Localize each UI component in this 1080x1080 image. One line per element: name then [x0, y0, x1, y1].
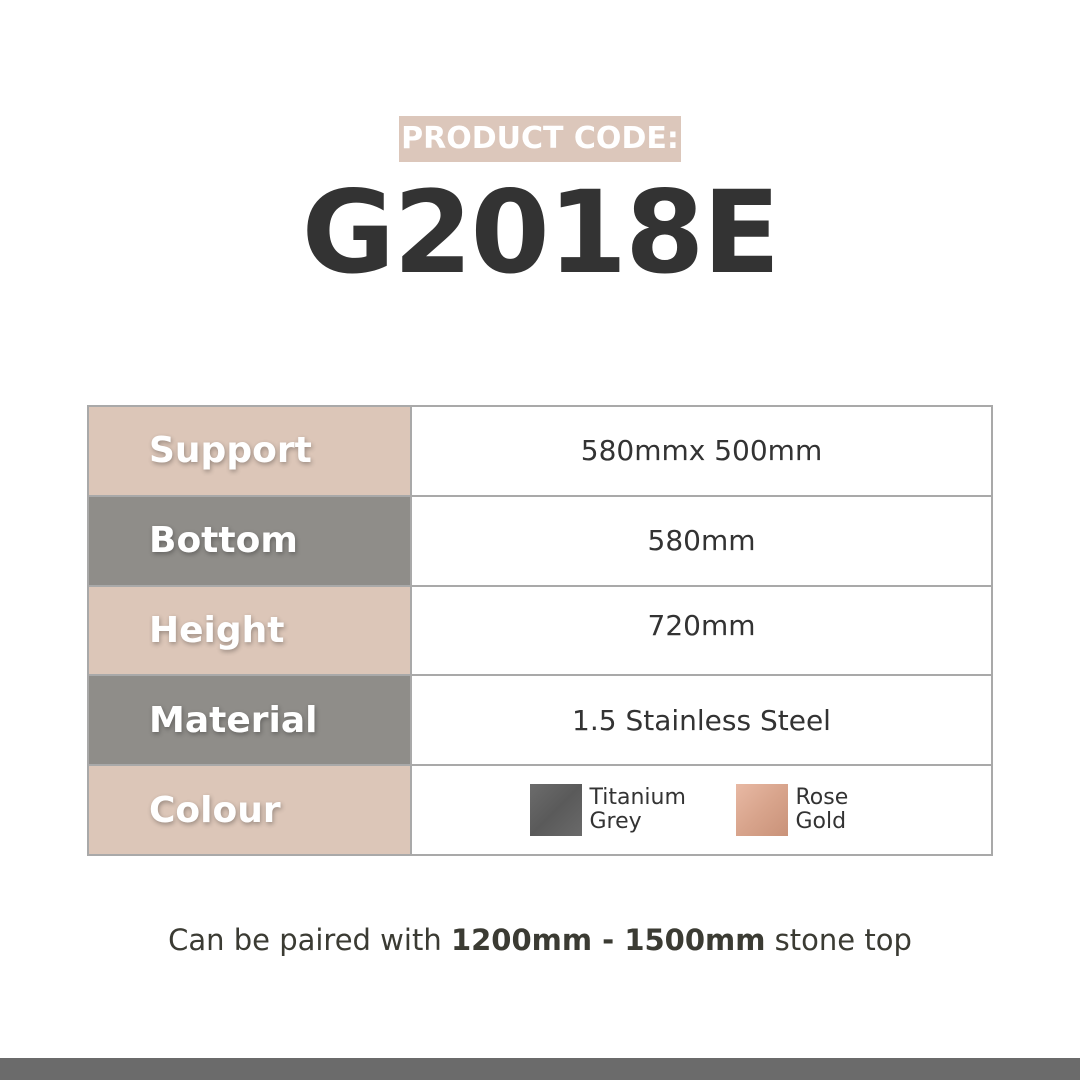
- spec-row-bottom: [89, 497, 991, 587]
- pairing-note-suffix: stone top: [765, 923, 912, 957]
- rose-gold-swatch-icon: [736, 784, 788, 836]
- spec-row-support: [89, 407, 991, 497]
- pairing-note-prefix: Can be paired with: [168, 923, 451, 957]
- bottom-bar: [0, 1058, 1080, 1080]
- spec-label-material: Material: [89, 676, 412, 764]
- titanium-grey-swatch-icon: [530, 784, 582, 836]
- colour-swatches: [530, 784, 866, 836]
- product-code-value: G2018E: [301, 166, 779, 299]
- pairing-note-highlight: 1200mm - 1500mm: [450, 923, 766, 957]
- product-code-label: PRODUCT CODE:: [399, 116, 681, 162]
- spec-value-colour: [412, 766, 991, 854]
- spec-value-bottom: 580mm: [412, 497, 991, 585]
- spec-row-height: [89, 587, 991, 677]
- colour-name-rose-gold: Rose Gold: [795, 785, 849, 835]
- spec-table: [87, 405, 993, 856]
- colour-option-titanium-grey: [530, 784, 708, 836]
- spec-label-support: Support: [89, 407, 412, 495]
- colour-option-rose-gold: [736, 784, 866, 836]
- spec-value-support: 580mmx 500mm: [412, 407, 991, 495]
- spec-label-colour: Colour: [89, 766, 412, 854]
- spec-label-height: Height: [89, 587, 412, 675]
- spec-value-material: 1.5 Stainless Steel: [412, 676, 991, 764]
- colour-name-titanium-grey: Titanium Grey: [589, 785, 686, 835]
- spec-label-bottom: Bottom: [89, 497, 412, 585]
- spec-value-height: 720mm: [412, 587, 991, 675]
- pairing-note: [0, 918, 1080, 962]
- spec-row-colour: [89, 766, 991, 854]
- spec-row-material: [89, 676, 991, 766]
